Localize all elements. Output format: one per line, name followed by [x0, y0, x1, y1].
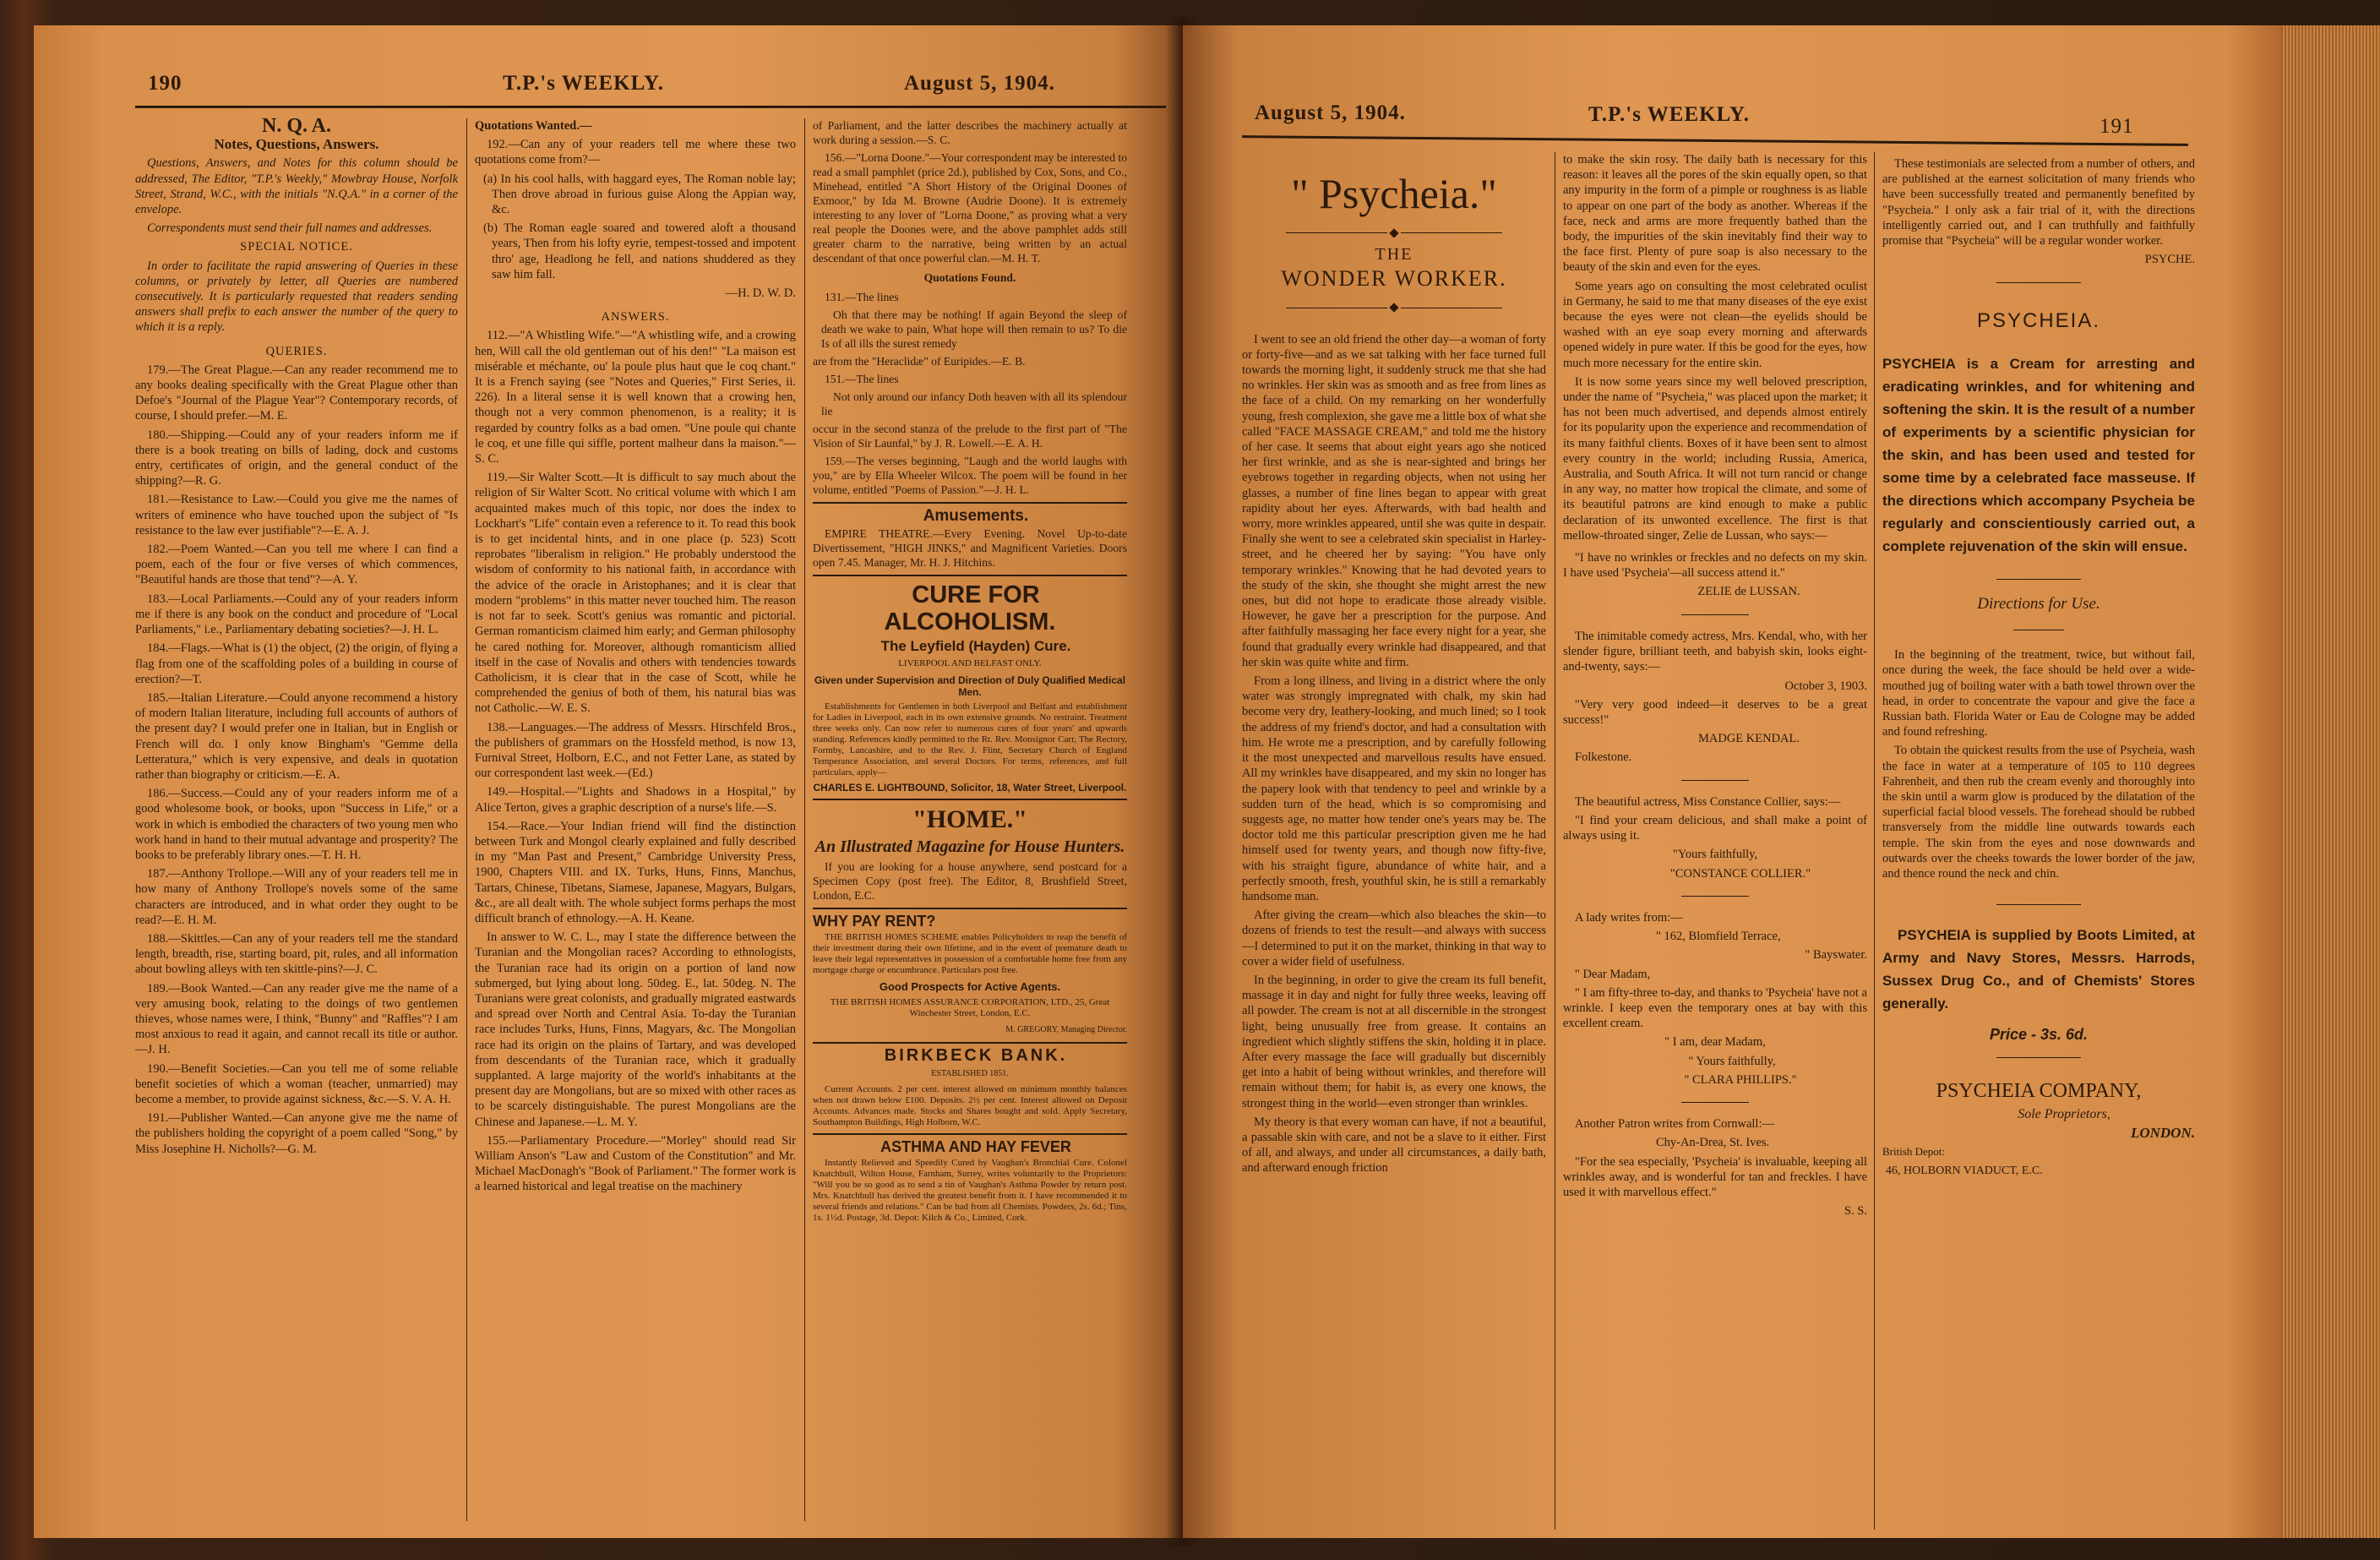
alcoholism-given: Given under Supervision and Direction of Duly Qualified Medical Men.	[814, 674, 1126, 698]
rent-director: M. GREGORY, Managing Director.	[1005, 1025, 1127, 1034]
article-paragraph: I went to see an old friend the other day—a woman of forty or forty-five—and as we sat talking with her face turned full towards the morning light, it suddenly struck me that she had no wrinkles. Her skin was as smooth and as free from lines as the face of a child. On my remarking on her wonderfully young, fresh complexion, she gave me a little box of what she called "FACE MASSAGE CREAM," and told me the history of her case. It seems that about eight years ago she noticed her first wrinkle, and as she is near-sighted and brings her eyebrows together in regarding objects, when not using her glasses, a number of fine lines began to appear with great rapidity about her eyes. Afterwards, with bad health and worry, more wrinkles appeared, until she was quite in despair. Finally she went to see a celebrated skin specialist in Harley-street, and he cheered her by saying: "You have only temporary wrinkles." Knowing that he had devoted years to the study of the skin, she thought she might arrest the new ones, but did not hope to eradicate those already visible. However, he gave her a prescription for the purpose. And after faithfully massaging her face every night for a year, she found that gradually every wrinkle had disappeared, and that her skin was quite white and firm.	[1242, 332, 1546, 669]
page-edges	[2273, 25, 2380, 1538]
testimonial-date: October 3, 1903.	[1784, 679, 1867, 693]
alcoholism-contact: CHARLES E. LIGHTBOUND, Solicitor, 18, Water Street, Liverpool.	[813, 782, 1127, 794]
nqa-column	[135, 118, 458, 1521]
asthma-ad	[813, 1133, 1127, 1224]
testimonial-signature: " CLARA PHILLIPS."	[1684, 1072, 1797, 1087]
depot-address: 46, HOLBORN VIADUCT, E.C.	[1886, 1164, 2043, 1177]
divider	[1882, 622, 2195, 637]
testimonial-quote: "Very very good indeed—it deserves to be a great success!"	[1563, 697, 1867, 727]
amusements-heading: Amusements.	[923, 507, 1029, 525]
query-item: 182.—Poem Wanted.—Can you tell me where I can find a poem, each of the four or five verses of which commences, "Beautiful hands are those that tend"?—A. Y.	[135, 543, 458, 587]
divider	[1563, 772, 1867, 788]
article-paragraph: After giving the cream—which also bleaches the skin—to dozens of friends to test the result—and always with success—I determined to put it on the market, thinking in that way to cover a wider field of usefulness.	[1242, 908, 1546, 968]
alcoholism-subtitle: The Leyfield (Hayden) Cure.	[880, 638, 1071, 654]
divider	[1882, 274, 2195, 289]
query-192a: (a) In his cool halls, with haggard eyes, The Roman noble lay; Then drove abroad in furious guise Along the Appian way, &c.	[483, 172, 796, 217]
answer-item: 112.—"A Whistling Wife."—"A whistling wife, and a crowing hen, Will call the old gentleman out of his den!" "La maison est misérable et méchante, ou' la poule plus haut que le coq chant." It is a French saying (see "Notes and Queries," First Series, ii. 226). In a literal sense it is well known that a crowing hen, though not a very common phenomenon, is a reality; it is regarded by country folks as a bad omen. "Une poule qui chante le coq, et une fille qui siffle, portent malheur dans la maison."—S. C.	[475, 329, 796, 466]
alcoholism-title: CURE FOR ALCOHOLISM.	[884, 581, 1056, 635]
home-subtitle: An Illustrated Magazine for House Hunters.	[814, 837, 1125, 856]
divider	[1882, 897, 2195, 912]
article-sub2: WONDER WORKER.	[1281, 266, 1507, 292]
testimonial-address: " Bayswater.	[1805, 948, 1867, 963]
psycheia-description: PSYCHEIA is a Cream for arresting and eradicating wrinkles, and for whitening and softening the skin. It is the result of a number of experiments by a scientific physician for the skin, and has been used and tested for some time by a celebrated face masseuse. If the directions which accompany Psycheia be regularly and conscientiously carried out, a complete rejuvenation of the skin will ensue.	[1882, 355, 2195, 554]
query-item: 188.—Skittles.—Can any of your readers tell me the standard length, breadth, rise, starting board, pit, rules, and all information about bowling alleys with ten skittle-pins?—J. C.	[135, 931, 458, 977]
rent-ad	[813, 908, 1127, 1037]
bank-body: Current Accounts. 2 per cent. interest allowed on minimum monthly balances when not drawn below £100. Deposits. 2½ per cent. Interest allowed on Deposit Accounts. Advances made. Stocks and Shares bought and sold. Apply Secretary, Southampton Buildings, High Holborn, W.C.	[813, 1084, 1127, 1127]
special-notice-heading: SPECIAL NOTICE.	[240, 240, 353, 254]
alcoholism-place: LIVERPOOL AND BELFAST ONLY.	[898, 658, 1042, 668]
rent-agents: Good Prospects for Active Agents.	[879, 980, 1061, 993]
query-item: 187.—Anthony Trollope.—Will any of your readers tell me in how many of Anthony Trollope's novels some of the same characters are introduced, and in what order they ought to be read?—E. H. M.	[135, 867, 458, 927]
quotation-verse: Oh that there may be nothing! If again Beyond the sleep of death we wake to pain, What hope will then remain to us? To die Is of all ills the surest remedy	[821, 308, 1127, 350]
answer-item: 154.—Race.—Your Indian friend will find the distinction between Turk and Mongol clearly explained and fully described in my "Man Past and Present," Cambridge University Press, 1900, Chapters VIII. and IX. Turks, Huns, Finns, Manchus, Tartars, Chinese, Tibetans, Siamese, Japanese, Magyars, Bulgars, &c., are all dealt with. The whole subject forms perhaps the most difficult branch of ethnology.—A. H. Keane.	[475, 819, 796, 925]
bank-established: ESTABLISHED 1851.	[931, 1069, 1009, 1078]
rent-company: THE BRITISH HOMES ASSURANCE CORPORATION, LTD., 25, Great Winchester Street, London, E.C.	[830, 997, 1110, 1018]
query-item: 189.—Book Wanted.—Can any reader give me the name of a very amusing book, relating to the doings of two gentlemen thieves, whose names were, I think, "Bunny" and "Raffles"? I am most anxious to read it again, and cannot recall its title or author.—J. H.	[135, 981, 458, 1057]
answer-item: In answer to W. C. L., may I state the difference between the Turanian and the Mongolian races? According to ethnologists, the Turanian race had its origin on a portion of land now submerged, but lying about long. 50deg. E., lat. 50deg. N. The Turanians were great colonists, and gradually migrated eastwards and spread over North and Central Asia. To-day the Turanian race includes Turks, Huns, Finns, Magyars, &c. The Mongolian race had its origin on the plains of Tartary, and was developed from descendants of the Turanian race, which it gradually supplanted. A large majority of the world's inhabitants at the present day are Mongolians, but are so mixed with other races as to be scarcely distinguishable. The purest Mongolians are the Chinese and Japanese.—L. M. Y.	[475, 930, 796, 1129]
query-item: 185.—Italian Literature.—Could anyone recommend a history of modern Italian literature, including full accounts of authors of the present day? I would prefer one in Italian, but in English or French will do. I only know Bingham's "Gemme della Letteratura," which is very expensive, and deals in quotation rather than biography or criticism.—E. A.	[135, 690, 458, 782]
special-notice: In order to facilitate the rapid answering of Queries in these columns, or privately by letter, all Queries are numbered consecutively. It is particularly requested that readers sending answers shall prefix to each answer the number of the query to which it is a reply.	[135, 259, 458, 335]
ornament-divider	[1242, 299, 1546, 314]
testimonial-signature: S. S.	[1844, 1204, 1867, 1219]
testimonial-address: " 162, Blomfield Terrace,	[1656, 930, 1781, 944]
quotation-item: 159.—The verses beginning, "Laugh and the world laughs with you," are by Ella Wheeler Wilcox. The poem will be found in her volume, entitled "Poems of Passion."—J. H. L.	[813, 455, 1127, 496]
supply-text: PSYCHEIA is supplied by Boots Limited, at Army and Navy Stores, Messrs. Harrods, Sussex Drug Co., and of Chemists' Stores generally.	[1882, 927, 2195, 1012]
testimonial-intro: Another Patron writes from Cornwall:—	[1575, 1117, 1774, 1132]
nqa-correspondents: Correspondents must send their full names and addresses.	[147, 221, 433, 236]
query-item: 181.—Resistance to Law.—Could you give me the names of writers of eminence who have touched upon the subject of "Is resistance to the law ever justifiable"?—E. A. J.	[135, 493, 458, 537]
continuation-text: of Parliament, and the latter describes the machinery actually at work during a session.—S. C.	[813, 119, 1127, 146]
company-city: LONDON.	[2130, 1125, 2195, 1142]
answer-item: 138.—Languages.—The address of Messrs. Hirschfeld Bros., the publishers of grammars on the Hossfeld method, is now 13, Furnival Street, Holborn, E.C., and not Fetter Lane, as stated by our correspondent last week.—(Ed.)	[475, 720, 796, 781]
testimonial-intro: A lady writes from:—	[1575, 910, 1683, 925]
rent-title: WHY PAY RENT?	[813, 913, 936, 930]
answers-heading: ANSWERS.	[601, 310, 670, 325]
quotation-intro: 131.—The lines	[825, 291, 899, 303]
divider	[1882, 571, 2195, 586]
column-divider	[466, 118, 467, 1521]
query-item: 191.—Publisher Wanted.—Can anyone give me the name of the publishers holding the copyright of a poem called "Song," by Miss Josephine H. Nicholls?—G. M.	[135, 1111, 458, 1156]
testimonial-quote: "I have no wrinkles or freckles and no defects on my skin. I have used 'Psycheia'—all success attend it."	[1563, 551, 1867, 581]
quotations-wanted-heading: Quotations Wanted.—	[475, 119, 592, 133]
left-page	[34, 25, 1183, 1538]
left-header-rule	[135, 106, 1166, 108]
article-paragraph: From a long illness, and living in a district where the only water was strongly impregnated with chalk, my skin had become very dry, leathery-looking, and much lined; so I took the address of my friend's doctor, and had a consultation with him. He wrote me a prescription, and by carefully following it the most unexpected and marvellous results have ensued. All my wrinkles have disappeared, and my skin no longer has the papery look with that tendency to peel and wrinkle by a sudden turn of the head, which is so compromising and suggests age, no matter how tender one's years may be. The doctor told me this particular prescription given me he had himself used for twenty years, and though now fifty-five, with his straight figure, abundance of white hair, and a perfectly smooth, fresh, youthful skin, he is still a remarkably handsome man.	[1242, 674, 1546, 903]
directions-paragraph: To obtain the quickest results from the use of Psycheia, wash the face in water at a temperature of 105 to 110 degrees Fahrenheit, and then rub the cream evenly and thoroughly into the skin until a warm glow is produced by the dilatation of the superficial facial blood vessels. The forehead should be rubbed transversely from the middle line outwards towards each temple. The skin from the eyes and nose downwards and outwards over the cheeks towards the lower border of the jaw, and thence round the neck and chin.	[1882, 744, 2195, 881]
article-paragraph: It is now some years since my well beloved prescription, under the name of "Psycheia," was placed upon the market; it has not been much advertised, and depends almost entirely for its popularity upon the experience and recommendation of its many faithful clients. Boxes of it have been sent to almost every country in the world; including Russia, America, Australia, and South Africa. It will not turn rancid or change in any way, no matter how tropical the climate, and some of its beautiful patrons are kind enough to make a public declaration of its unwonted excellence. The first is that mellow-throated singer, Zelie de Lussan, who says:—	[1563, 374, 1867, 543]
psycheia-article	[1242, 152, 1546, 1530]
testimonial-intro: The inimitable comedy actress, Mrs. Kendal, who, with her slender figure, brilliant teeth, and babyish skin, looks eight-and-twenty, says:—	[1563, 629, 1867, 674]
quotation-intro: 151.—The lines	[825, 373, 899, 385]
testimonial-intro: The beautiful actress, Miss Constance Collier, says:—	[1575, 794, 1841, 809]
testimonial-place: Chy-An-Drea, St. Ives.	[1656, 1136, 1770, 1150]
article-paragraph: Some years ago on consulting the most celebrated oculist in Germany, he said to me that many diseases of the eye exist because the eyes were not clean—the eyelids should be washed with an eye soap every morning and afterwards opened widely in pure water. If this be good for the eyes, how much more necessary for the entire skin.	[1563, 279, 1867, 370]
quotations-found-heading: Quotations Found.	[923, 271, 1016, 284]
ads-column	[813, 118, 1127, 1521]
testimonials-column	[1563, 152, 1867, 1530]
article-paragraph: In the beginning, in order to give the cream its full benefit, massage it in day and night for fully three weeks, leaving off all powder. The cream is not at all discernible in the strongest light, being unusually free from grease. It contains an ingredient which slightly stiffens the skin, holding it in place. After every massage the face will gradually but discernibly get into a habit of being without wrinkles, and therefore will remain without them; for habit is, as every one knows, the strongest thing in the world—even stronger than wrinkles.	[1242, 973, 1546, 1110]
answers-column	[475, 118, 796, 1521]
sole-proprietors: Sole Proprietors,	[2018, 1106, 2110, 1121]
directions-heading: Directions for Use.	[1977, 594, 2100, 613]
divider	[1563, 888, 1867, 903]
right-page	[1183, 25, 2281, 1538]
divider	[1563, 607, 1867, 622]
query-item: 190.—Benefit Societies.—Can you tell me of some reliable benefit societies of which a woman (teacher, unmarried) may become a member, to provide against sickness, &c.—S. V. A. H.	[135, 1061, 458, 1106]
bank-title: BIRKBECK BANK.	[884, 1046, 1068, 1065]
article-title: " Psycheia."	[1291, 170, 1497, 217]
asthma-body: Instantly Relieved and Speedily Cured by Vaughan's Bronchial Cure. Colonel Knatchbull, Wilton House, Farnham, Surrey, writes voluntarily to the Proprietors: "Will you be so good as to send a tin of Vaughan's Asthma Powder by return post. Mrs. Knatchbull has derived the greatest benefit from it. I have recommended it to several friends and relations." Can be had from all Chemists. Powders, 2s. 6d.; Tins, 1s. 1½d. Postage, 3d. Depot: Kilch & Co., Limited, Cork.	[813, 1158, 1127, 1223]
answer-item: 119.—Sir Walter Scott.—It is difficult to say much about the religion of Sir Walter Scott. No critical volume with which I am acquainted makes much of this topic, nor does the index to Lockhart's "Life" contain even a reference to it. To read this book is to get incidental hints, and in one place (p. 523) Scott reprobates "liberalism in religion." He probably understood the wisdom of conformity to his national faith, in accordance with the advice of the oracle in Aristophanes; and it is clear that modern "problems" in this matter never touched him. The reason is not far to seek. Scott's genius was romantic and pictorial. German romanticism claimed him early; and German philosophy he cared nothing for. Moreover, although romanticism allied itself in the case of Novalis and others with tendencies towards Catholicism, it is clear that in the case of Scott, while he comprehended the genius of both of them, his natural bias was not Catholic.—W. E. S.	[475, 471, 796, 716]
psycheia-heading: PSYCHEIA.	[1976, 308, 2101, 332]
alcoholism-ad	[813, 575, 1127, 794]
amusements-text: EMPIRE THEATRE.—Every Evening. Novel Up-to-date Divertissement, "HIGH JINKS," and Magnificent Varieties. Doors open 7.45. Manager, Mr. H. J. Hitchins.	[813, 527, 1127, 569]
intro-signature: PSYCHE.	[2144, 253, 2195, 267]
query-192-signature: —H. D. W. D.	[725, 286, 796, 301]
testimonial-quote: "I find your cream delicious, and shall make a point of always using it.	[1563, 813, 1867, 843]
column-divider	[804, 118, 805, 1521]
amusements-block	[813, 502, 1127, 570]
query-item: 186.—Success.—Could any of your readers inform me of a good wholesome book, or books, upon "Success in Life," or a work in which is embodied the characters of two young men who work hand in hand to their mutual advantage and prosperity? The books to be preferably library ones.—T. H. H.	[135, 787, 458, 862]
testimonial-signature: ZELIE de LUSSAN.	[1697, 585, 1800, 599]
right-running-title: T.P.'s WEEKLY.	[1588, 103, 1750, 126]
depot-label: British Depot:	[1882, 1145, 1946, 1159]
answer-item: 149.—Hospital.—"Lights and Shadows in a Hospital," by Alice Terton, gives a graphic description of a nurse's life.—S.	[475, 785, 796, 815]
left-running-title: T.P.'s WEEKLY.	[503, 72, 664, 95]
lorna-doone-answer: 156.—"Lorna Doone."—Your correspondent may be interested to read a small pamphlet (price 2d.), published by Cox, Sons, and Co., Minehead, entitled "A Short History of the Original Doones of Exmoor," by Ida M. Browne (Audrie Doone). It is extremely interesting to any lover of "Lorna Doone," as proving what a very real people the Doones were, and the above pamphlet adds still greater charm to the narrative, being written by an actual descendant of that once powerful clan.—M. H. T.	[813, 151, 1127, 265]
query-item: 184.—Flags.—What is (1) the object, (2) the origin, of flying a flag from one of the scaffolding poles of a building in course of erection?—T.	[135, 641, 458, 686]
testimonial-quote: " I am fifty-three to-day, and thanks to 'Psycheia' have not a wrinkle. I keep even the temporary ones at bay with this excellent cream.	[1563, 985, 1867, 1031]
rent-body: THE BRITISH HOMES SCHEME enables Policyholders to reap the benefit of their investment during their own lifetime, and in the event of premature death to leave their legal representatives in possession of a comfortable home free from any mortgage charge or encumbrance. Particulars post free.	[813, 932, 1127, 975]
quotation-verse: Not only around our infancy Doth heaven with all its splendour lie	[821, 390, 1127, 417]
nqa-instructions: Questions, Answers, and Notes for this column should be addressed, The Editor, "T.P.'s Weekly," Mowbray House, Norfolk Street, Strand, W.C., with the initials "N.Q.A." in a corner of the envelope.	[135, 156, 458, 217]
testimonial-signature: "CONSTANCE COLLIER."	[1669, 866, 1811, 881]
divider	[1882, 1050, 2195, 1065]
asthma-title: ASTHMA AND HAY FEVER	[880, 1138, 1071, 1155]
testimonials-intro: These testimonials are selected from a number of others, and are published at the earnest solicitation of many friends who have been successfully treated and permanently benefited by "Psycheia." I only ask a fair trial of it, with the directions intelligently carried out, and I can truthfully and faithfully promise that "Psycheia" will be a regular wonder worker.	[1882, 157, 2195, 248]
query-item: 180.—Shipping.—Could any of your readers inform me if there is a book treating on bills of lading, dock and customs entry, certificates of origin, and the general conduct of the shipping?—R. G.	[135, 428, 458, 488]
testimonial-greeting: " Dear Madam,	[1575, 967, 1651, 981]
testimonial-signature: MADGE KENDAL.	[1697, 732, 1800, 746]
nqa-subtitle: Notes, Questions, Answers.	[214, 136, 379, 153]
testimonial-quote: "For the sea especially, 'Psycheia' is invaluable, keeping all wrinkles away, and is wonderful for tan and freckles. I have used it with marvellous effect."	[1563, 1154, 1867, 1199]
alcoholism-body: Establishments for Gentlemen in both Liverpool and Belfast and establishment for Ladies in Liverpool, each in its own extensive grounds. No restraint. Treatment three weeks only. Can now refer to numerous cures of four years' and upwards standing. References kindly permitted to the Rt. Rev. Monsignor Carr, The Rectory, Formby, Lancashire, and to the Rev. J. Flint, Secretary Church of England Temperance Association, and several Doctors. For terms, references, and full particulars, apply—	[813, 701, 1127, 777]
testimonial-close: "Yours faithfully,	[1672, 848, 1758, 862]
article-paragraph: to make the skin rosy. The daily bath is necessary for this reason: it leaves all the pores of the skin equally open, so that any impurity in the form of a pimple or roughness is as liable to appear on one part of the body as another. Whereas if the face, neck and arms are more frequently bathed than the body, the impurities of the skin inevitably find their way to the face first. Plenty of pure soap is also necessary to the beauty of the skin and even for the eyes.	[1563, 153, 1867, 275]
birkbeck-bank-ad	[813, 1042, 1127, 1128]
query-item: 183.—Local Parliaments.—Could any of your readers inform me if there is any book on the conduct and procedure of "Local Parliaments," i.e., Parliamentary debating societies?—J. H. L.	[135, 592, 458, 637]
directions-paragraph: In the beginning of the treatment, twice, but without fail, once during the week, the face should be held over a wide-mouthed jug of boiling water with a bath towel thrown over the head, in order to concentrate the vapour and give the face a Russian bath. Florida Water or Eau de Cologne may be added and found refreshing.	[1882, 648, 2195, 739]
column-divider	[1874, 152, 1875, 1530]
query-192: 192.—Can any of your readers tell me where these two quotations come from?—	[475, 138, 796, 167]
home-title: "HOME."	[912, 805, 1027, 833]
ornament-divider	[1242, 225, 1546, 240]
quotation-source: are from the "Heraclidæ" of Euripides.—E. B.	[813, 355, 1026, 368]
home-magazine-ad	[813, 799, 1127, 903]
quotation-source: occur in the second stanza of the prelude to the first part of "The Vision of Sir Launfal," by J. R. Lowell.—E. A. H.	[813, 423, 1127, 450]
testimonial-place: Folkestone.	[1575, 750, 1632, 765]
price-text: Price - 3s. 6d.	[1989, 1026, 2089, 1044]
queries-heading: QUERIES.	[265, 344, 328, 358]
answer-item: 155.—Parliamentary Procedure.—"Morley" should read Sir William Anson's "Law and Custom of the Constitution" and Mr. Michael MacDonagh's "Book of Parliament." The former work is a learned historical and legal treatise on the machinery	[475, 1133, 796, 1194]
query-item: 179.—The Great Plague.—Can any reader recommend me to any books dealing specifically with the Great Plague other than Defoe's "Journal of the Plague Year"? Contemporary records, of course, I should prefer.—M. E.	[135, 363, 458, 423]
nqa-title: N. Q. A.	[261, 118, 331, 137]
left-date: August 5, 1904.	[904, 72, 1055, 95]
right-date: August 5, 1904.	[1255, 101, 1406, 124]
right-page-number: 191	[2100, 115, 2134, 138]
psycheia-ad-column	[1882, 156, 2195, 1530]
testimonial-close: " I am, dear Madam,	[1664, 1035, 1766, 1050]
article-paragraph: My theory is that every woman can have, if not a beautiful, a passable skin with care, and not be a slave to it either. First of all, and always, and under all circumstances, a daily bath, and afterward enough friction	[1242, 1115, 1546, 1175]
testimonial-close: " Yours faithfully,	[1688, 1054, 1776, 1068]
query-192b: (b) The Roman eagle soared and towered aloft a thousand years, Then from his lofty eyrie, tempest-tossed and impotent thro' age, Headlong he fell, and nations shuddered as they saw him fall.	[483, 221, 796, 281]
left-page-number: 190	[148, 72, 182, 95]
company-name: PSYCHEIA COMPANY,	[1936, 1079, 2142, 1102]
article-sub1: THE	[1375, 245, 1413, 265]
home-body: If you are looking for a house anywhere, send postcard for a Specimen Copy (post free). The Editor, 8, Brushfield Street, London, E.C.	[813, 860, 1127, 902]
right-header-rule	[1242, 135, 2188, 146]
divider	[1563, 1094, 1867, 1110]
